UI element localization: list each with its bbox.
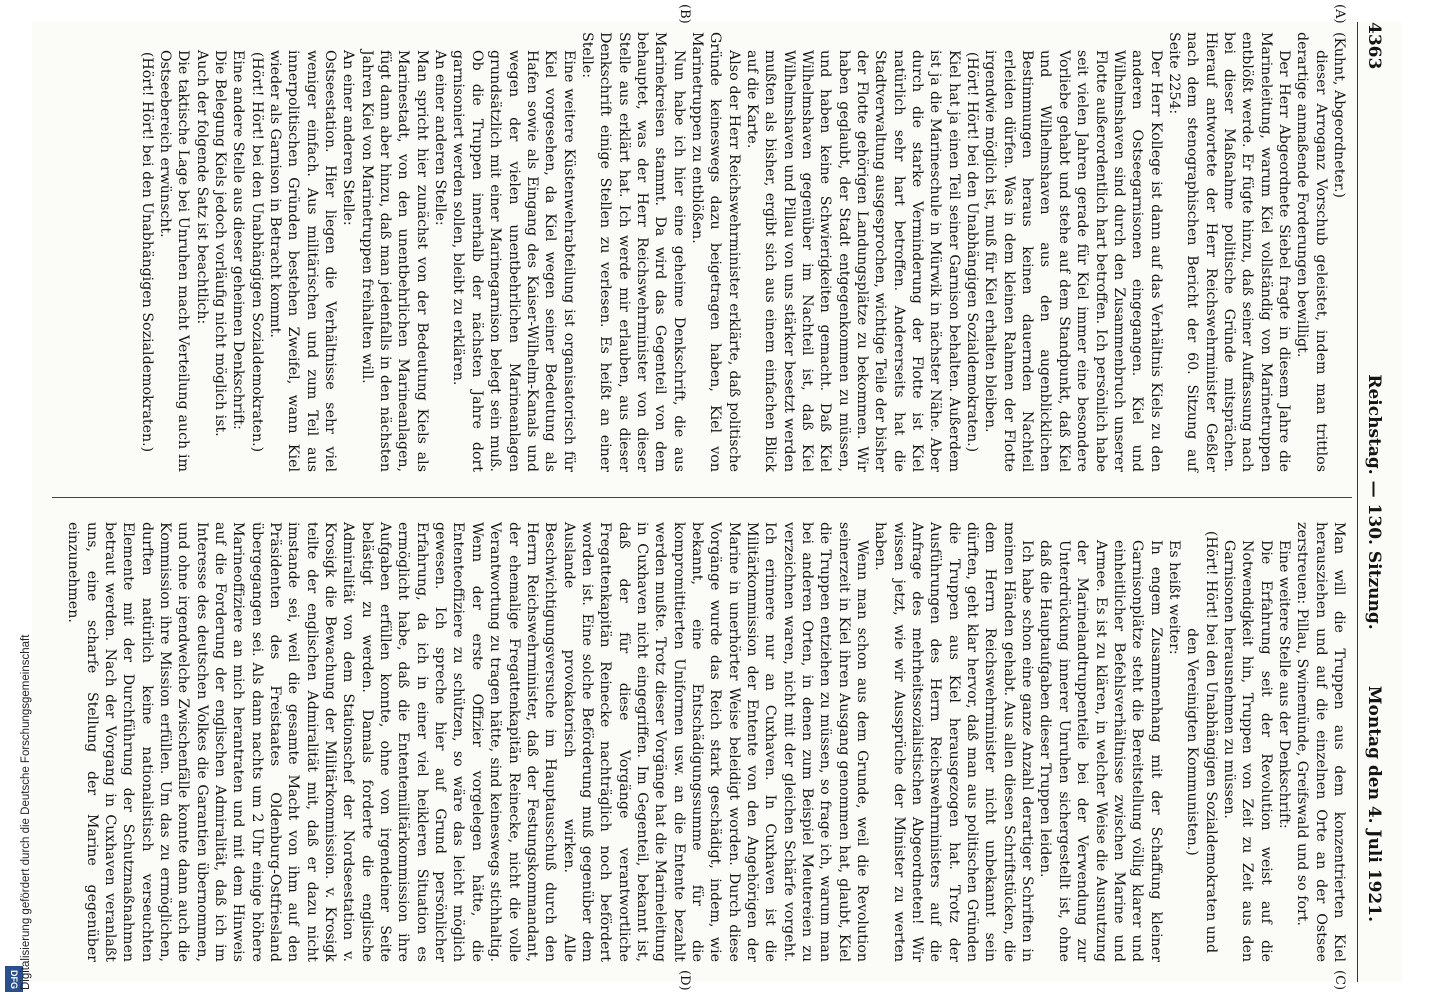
margin-mark-a: (A) (1332, 4, 1347, 24)
document-page (32, 4, 1402, 991)
digitization-footer (2, 0, 32, 1000)
margin-mark-d: (D) (677, 970, 692, 991)
right-paragraph: Man will die Truppen aus dem konzentrierten Kiel herausziehen und auf die einzelnen Orte an der Ostsee zerstreuen: Pillau, Swinemünde, Greifswald und so fort. (1294, 522, 1347, 962)
left-paragraph: (Kuhnt, Abgeordneter.) (1331, 32, 1347, 199)
left-paragraph: Die Belegung Kiels jedoch vorläufig nicht möglich ist. (212, 50, 229, 437)
left-paragraph: Ostseestation. Hier liegen die Verhältnisse sehr viel weniger einfach. Aus militärischen und zum Teil aus innerpolitischen Gründen bestehen Zweifel, wann Kiel wieder als Garnison in Betracht kommt. (267, 50, 339, 472)
right-paragraph: (Hört! Hört! bei den Unabhängigen Sozialdemokraten und den Vereinigten Kommunisten.) (1184, 530, 1219, 954)
left-paragraph: An einer anderen Stelle: (432, 50, 449, 226)
right-paragraph: In engem Zusammenhang mit der Schaffung kleiner Garnisonplätze steht die Bereitstellung völlig klarer und einheitlicher Befehlsverhältnisse zwischen Marine und Armee. Es ist zu klären, in welcher Weise die Ausnutzung der Marinelandtruppenteile bei der Verwendung zur Unterdrückung innerer Unruhen sichergestellt ist, ohne daß die Hauptaufgaben dieser Truppen leiden. (1037, 540, 1164, 962)
margin-mark-b: (B) (677, 4, 692, 24)
left-paragraph: Die taktische Lage bei Unruhen macht Verteilung auch im Ostseebereich erwünscht. (157, 50, 192, 472)
margin-mark-c: (C) (1332, 970, 1347, 991)
left-paragraph: (Hört! Hört! bei den Unabhängigen Sozialdemokraten.) (138, 51, 155, 453)
left-paragraph: (Hört! Hört! bei den Unabhängigen Sozialdemokraten.) (964, 51, 981, 453)
right-paragraph: Es heißt weiter: (1165, 540, 1182, 655)
left-paragraph: (Hört! Hört! bei den Unabhängigen Sozialdemokraten.) (248, 51, 265, 453)
left-paragraph: Der Herr Kollege ist dann auf das Verhältnis Kiels zu den anderen Ostseegarnisonen eingegangen. Kiel und Wilhelmshaven sind durch den Zusammenbruch unserer Flotte außerordentlich hart betroffen. Ich persönlich habe seit vielen Jahren gerade für Kiel immer eine besondere Vorliebe gehabt und stehe auf dem Standpunkt, daß Kiel und Wilhelmshaven aus den augenblicklichen Bestimmungen heraus keinen dauernden Nachteil erleiden dürfen. Was in dem kleinen Rahmen der Flotte irgendwie möglich ist, muß für Kiel erhalten bleiben. (982, 50, 1164, 472)
right-paragraph: Die Erfahrung seit der Revolution weist auf die Notwendigkeit hin, Truppen von Zeit zu Zeit aus den Garnisonen herausnehmen zu müssen. (1220, 540, 1274, 962)
left-paragraph: Man spricht hier zunächst von der Bedeutung Kiels als Marinestadt, von den unentbehrlichen Marineanlagen, fügt dann aber hinzu, daß man jedenfalls in den nächsten Jahren Kiel von Marinetruppen freihalten will. (358, 50, 430, 472)
header-rule (1357, 22, 1358, 982)
right-column (64, 522, 1348, 991)
left-paragraph: Eine andere Stelle aus dieser geheimen Denkschrift: (230, 50, 247, 430)
right-paragraph: Ich habe schon eine ganze Anzahl derartiger Schriften in meinen Händen gehabt. Aus allen diesen Schriftstücken, die dem Herrn Reichswehrminister nicht unbekannt sein dürften, geht klar hervor, daß man aus politischen Gründen die Truppen aus Kiel herausgezogen hat. Trotz der Ausführungen des Herrn Reichswehrministers auf die Anfrage des mehrheitssozialistischen Abgeordneten! Wir wissen jetzt, wie wir Aussprüche der Minister zu werten haben. (872, 522, 1036, 962)
left-paragraph: Eine weitere Küstenwehrabteilung ist organisatorisch für Kiel vorgesehen, da Kiel wegen seiner Bedeutung als Hafen sowie als Eingang des Kaiser-Wilhelm-Kanals und wegen der vielen unentbehrlichen Marineanlagen grundsätzlich mit einer Marinegarnison belegt sein muß. Ob die Truppen innerhalb der nächsten Jahre dort garnisoniert werden sollen, bleibt zu erklären. (450, 50, 577, 472)
dfg-logo: DFG (5, 966, 23, 992)
left-paragraph: Nun habe ich hier eine geheime Denkschrift, die aus Marinekreisen stammt. Da wird das Gegenteil von dem behauptet, was der Herr Reichswehrminister von dieser Stelle aus erklärt hat. Ich werde mir erlauben, aus dieser Denkschrift einige Stellen zu verlesen. Es heißt an einer Stelle: (578, 32, 687, 472)
left-paragraph: Also der Herr Reichswehrminister erklärte, daß politische Gründe keineswegs dazu beigetragen haben, Kiel von Marinetruppen zu entblößen. (688, 32, 742, 472)
page-number: 4363 (1364, 22, 1384, 70)
left-paragraph: Der Herr Abgeordnete Siebel fragte in diesem Jahre die Marineleitung, warum Kiel vollständig von Marinetruppen entblößt werde. Er fügte hinzu, daß seiner Auffassung nach bei dieser Maßnahme politische Gründe mitsprächen. Hierauf antwortete der Herr Reichswehrminister Geßler nach dem stenographischen Bericht der 60. Sitzung auf Seite 2254: (1165, 32, 1292, 472)
left-paragraph: Kiel hat ja einen Teil seiner Garnison behalten. Außerdem ist ja die Marineschule in Mürwik in nächster Nähe. Aber durch die starke Verminderung der Flotte ist Kiel natürlich sehr hart betroffen. Andererseits hat die Stadtverwaltung ausgesprochen, wichtige Teile der bisher der Flotte gehörigen Landungsplätze zu bekommen. Wir haben geglaubt, der Stadt entgegenkommen zu müssen, und haben keine Schwierigkeiten gemacht. Daß Kiel Wilhelmshaven gegenüber im Nachteil ist, daß Kiel Wilhelmshaven und Pillau von uns stärker besetzt werden mußten als bisher, ergibt sich aus einem einfachen Blick auf die Karte. (744, 50, 962, 472)
page-header (1358, 22, 1384, 982)
right-paragraph: Wenn man schon aus dem Grunde, weil die Revolution seinerzeit in Kiel ihren Ausgang genommen hat, glaubt, Kiel die Truppen entziehen zu müssen, so frage ich, warum man bei anderen Orten, in denen zum Beispiel Meutereien zu verzeichnen waren, nicht mit der gleichen Schärfe vorgeht. Ich erinnere nur an Cuxhaven. In Cuxhaven ist die Militärkommission der Entente von den Angehörigen der Marine in unerhörter Weise beleidigt worden. Durch diese Vorgänge wurde das Reich stark geschädigt, indem, wie bekannt, eine Entschädigungssumme für die kompromittierten Uniformen usw. an die Entente bezahlt werden mußte. Trotz dieser Vorgänge hat die Marineleitung in Cuxhaven nicht eingegriffen. Im Gegenteil, bekannt ist, daß der für diese Vorgänge verantwortliche Fregattenkapitän Reinecke nachträglich noch befördert worden ist. Eine solche Beförderung muß gegenüber dem Auslande provokatorisch wirken. Alle Beschwichtigungsversuche im Hauptausschuß durch den Herrn Reichswehrminister, daß der Festungskommandant, der ehemalige Fregattenkapitän Reinecke, nicht die volle Verantwortung zu tragen hätte, sind keineswegs stichhaltig. Wenn der erste Offizier vorgelegen hätte, die Ententeoffiziere zu schützen, so wäre das leicht möglich gewesen. Ich spreche hier auf Grund persönlicher Erfahrung, da ich in einer viel heikleren Situation es ermöglicht habe, daß die Ententemilitärkommission ihre Aufgaben erfüllen konnte, ohne von irgendeiner Seite belästigt zu werden. Damals forderte die englische Admiralität von dem Stationschef der Nordseestation v. Krosigk die Bewachung der Militärkommission. v. Krosigk teilte der englischen Admiralität mit, daß er dazu nicht imstande sei, weil die gesamte Macht von ihm auf den Präsidenten des Freistaates Oldenburg-Ostfriesland übergegangen sei. Als dann nachts um 2 Uhr einige höhere Marineoffiziere an mich herantraten und mit dem Hinweis auf die Forderung der englischen Admiralität, daß ich im Interesse des deutschen Volkes die Garantien übernommen, und ohne irgendwelche Zwischenfälle konnte dann auch die Kommission ihre Mission erfüllen. Um das zu ermöglichen, durften natürlich keine nationalistisch verseuchten Elemente mit der Durchführung der Schutzmaßnahmen betraut werden. Nach der Vorgang in Cuxhaven veranlaßt uns, eine scharfe Stellung der Marine gegenüber einzunehmen. (65, 522, 871, 962)
right-paragraph: Eine weitere Stelle aus der Denkschrift: (1275, 540, 1292, 829)
left-column (137, 4, 1348, 472)
header-title: Reichstag. — 130. Sitzung. (1364, 374, 1384, 630)
left-paragraph: Auch der folgende Satz ist beachtlich: (193, 50, 210, 325)
left-paragraph: An einer anderen Stelle: (340, 50, 357, 226)
column-divider (52, 497, 1352, 498)
footer-text: Digitalisierung gefördert durch die Deutsche Forschungsgemeinschaft (20, 634, 32, 990)
left-paragraph: dieser Arroganz Vorschub geleistet, indem man trittlos derartige anmaßende Forderungen bewilligt. (1294, 32, 1329, 472)
header-date: Montag den 4. Juli 1921. (1364, 685, 1384, 922)
